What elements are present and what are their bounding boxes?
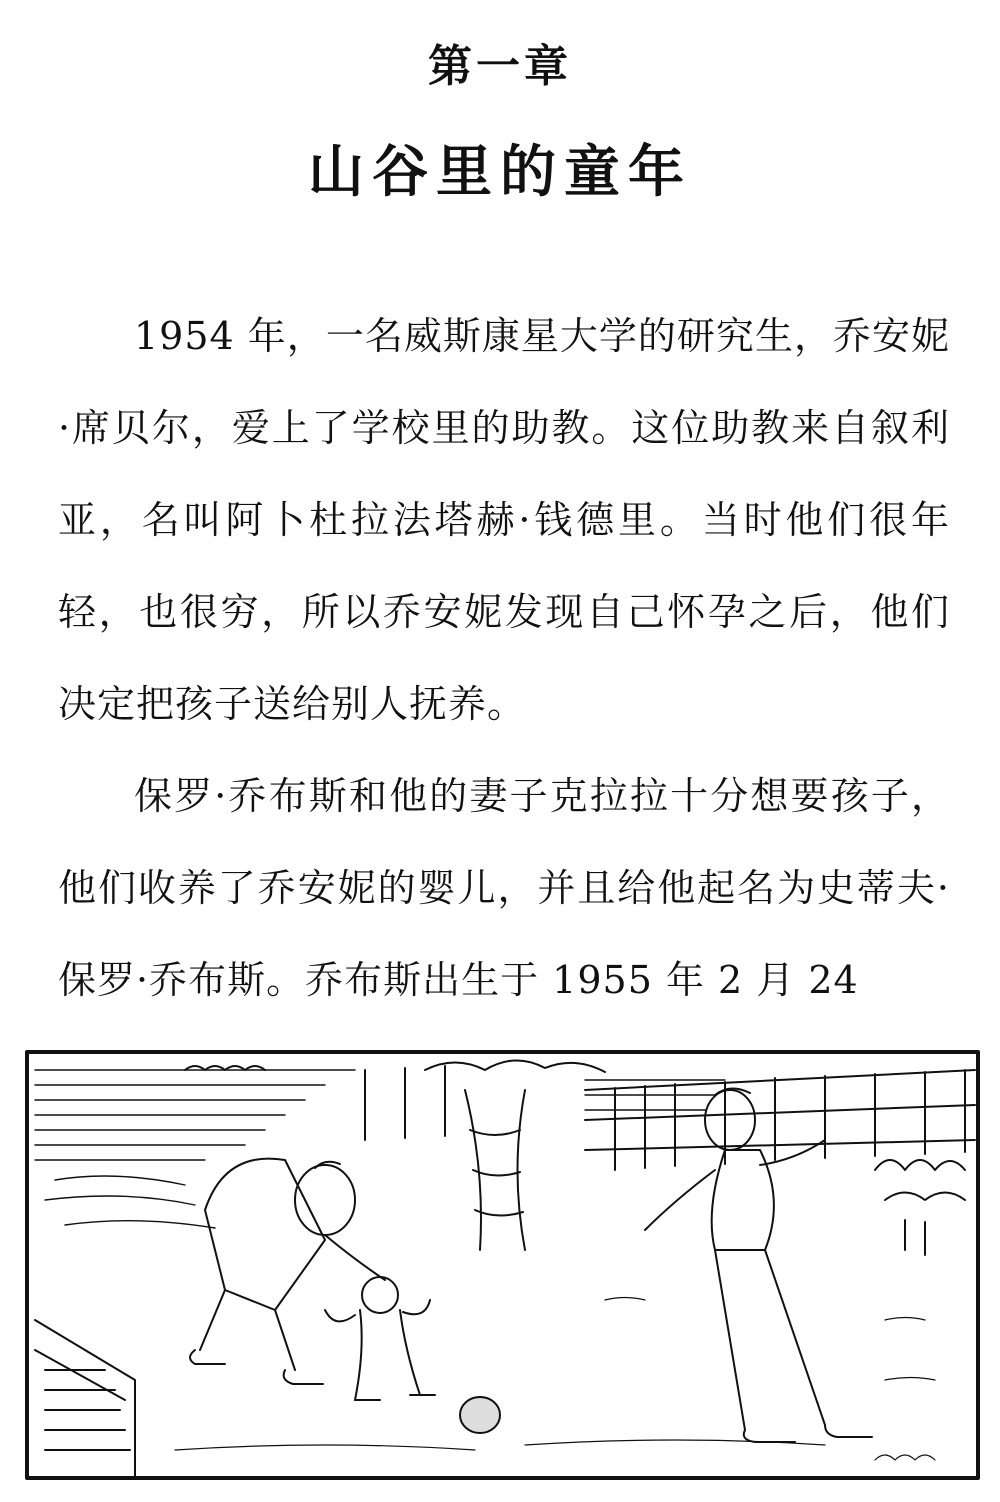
toddler-figure: [325, 1277, 435, 1400]
illustration-frame: [27, 1052, 978, 1478]
ball: [460, 1397, 500, 1433]
tree: [185, 1060, 605, 1250]
illustration-backyard: [25, 1050, 980, 1480]
woman-figure: [190, 1159, 385, 1384]
bushes: [875, 1160, 965, 1255]
paragraph-2: 保罗·乔布斯和他的妻子克拉拉十分想要孩子，他们收养了乔安妮的婴儿，并且给他起名为史蒂夫·保罗·乔布斯。乔布斯出生于 1955 年 2 月 24: [58, 774, 950, 1002]
ground-hatching: [175, 1298, 935, 1461]
man-figure: [645, 1088, 872, 1442]
chapter-title: 山谷里的童年: [308, 140, 692, 205]
fence: [365, 1066, 975, 1170]
chapter-label: 第一章: [428, 41, 572, 92]
house-corner: [35, 1320, 135, 1478]
paragraph-1: 1954 年，一名威斯康星大学的研究生，乔安妮·席贝尔，爱上了学校里的助教。这位助教来自叙利亚，名叫阿卜杜拉法塔赫·钱德里。当时他们很年轻，也很穷，所以乔安妮发现自己怀孕之后，他们决定把孩子送给别人抚养。: [58, 314, 950, 726]
body-text: [58, 290, 950, 1026]
